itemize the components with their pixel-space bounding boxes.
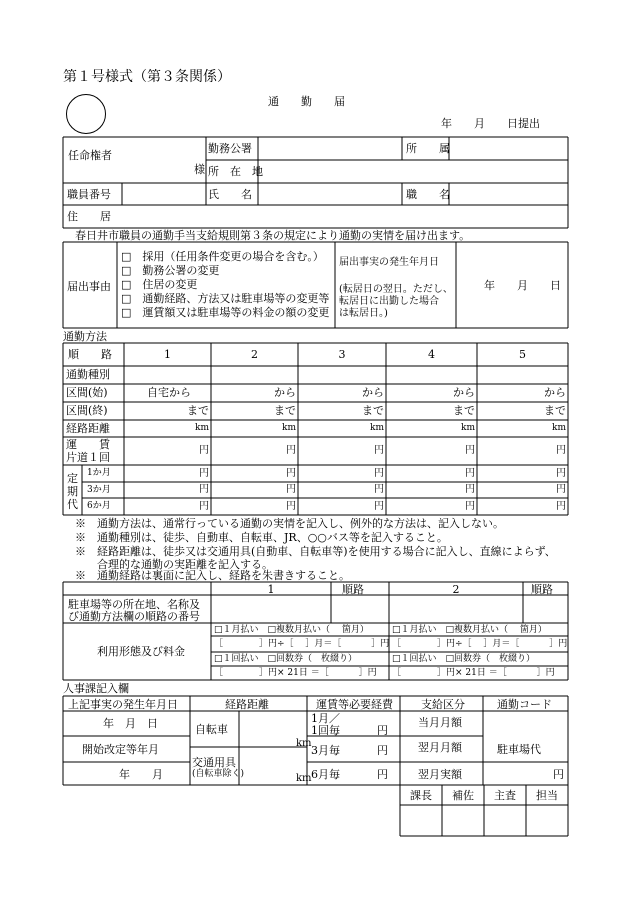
parking-order-label: 順路	[531, 583, 553, 596]
parking-location-label: 駐車場等の所在地、名称及	[68, 598, 200, 611]
reason-date-note: は転居日。)	[339, 308, 388, 319]
parking-per-use-options[interactable]: □１回払い □回数券（ 枚綴り）	[214, 654, 358, 664]
distance-cell[interactable]: km	[552, 423, 566, 433]
end-label: 区間(終)	[66, 404, 108, 417]
hr-fare-3m: 3月毎	[311, 744, 340, 757]
end-cell[interactable]: まで	[187, 404, 209, 417]
hr-fare-1m: 1回毎	[311, 724, 340, 737]
staff-number-label: 職員番号	[67, 188, 111, 201]
seal-circle	[66, 94, 106, 134]
distance-cell[interactable]: km	[370, 423, 384, 433]
address-label: 住 居	[67, 210, 111, 223]
location-label: 所 在 地	[208, 165, 263, 178]
pass-period: 1か月	[87, 468, 111, 478]
fare-cell[interactable]: 円	[556, 445, 566, 456]
hr-next-month: 翌月月額	[418, 741, 462, 754]
note-line: ※ 通勤経路は裏面に記入し、経路を朱書きすること。	[75, 569, 350, 582]
route-label: 順 路	[68, 348, 112, 361]
hr-fare-6m: 6月毎	[311, 768, 340, 781]
reason-label: 届出事由	[67, 280, 111, 293]
reason-option[interactable]: □ 採用（任用条件変更の場合を含む。）	[121, 250, 324, 263]
hr-vehicle-label: 交通用具	[192, 756, 236, 769]
reason-option[interactable]: □ 住居の変更	[121, 278, 198, 291]
pass-cell[interactable]: 円	[286, 484, 296, 495]
fare-cell[interactable]: 円	[374, 445, 384, 456]
hr-section-label: 人事課記入欄	[63, 682, 129, 695]
pass-cell[interactable]: 円	[374, 468, 384, 479]
declaration-text: 春日井市職員の通勤手当支給規則第３条の規定により通勤の実情を届け出ます。	[75, 229, 471, 242]
reason-date-note: 転居日に出勤した場合	[339, 296, 439, 307]
hr-parking-fee: 駐車場代	[497, 743, 541, 756]
pass-cell[interactable]: 円	[556, 468, 566, 479]
hr-vehicle-label: (自転車除く)	[192, 769, 245, 779]
route-number: 3	[338, 348, 346, 361]
hr-yen-unit: 円	[377, 724, 388, 737]
hr-fare-1m: 1月／	[311, 712, 340, 725]
parking-per-use-calc[interactable]: ［ ］円× 21日 ＝［ ］円	[392, 668, 555, 678]
start-cell[interactable]: から	[544, 386, 566, 399]
sama-label: 様	[194, 163, 205, 176]
note-line: 合理的な通勤の実距離を記入する。	[75, 558, 273, 571]
pass-label: 代	[67, 498, 78, 511]
pass-cell[interactable]: 円	[374, 501, 384, 512]
parking-col-number: 2	[452, 583, 460, 596]
position-label: 職 名	[406, 188, 450, 201]
parking-monthly-options[interactable]: □１月払い □複数月払い（ 箇月）	[214, 625, 369, 635]
pass-cell[interactable]: 円	[199, 484, 209, 495]
pass-cell[interactable]: 円	[556, 484, 566, 495]
route-number: 1	[164, 348, 171, 361]
parking-order-label: 順路	[342, 583, 364, 596]
fare-cell[interactable]: 円	[286, 445, 296, 456]
start-cell[interactable]: から	[453, 386, 475, 399]
hr-next-actual: 翌月実額	[418, 768, 462, 781]
form-title: 通 勤 届	[268, 95, 345, 108]
hr-this-month: 当月月額	[418, 716, 462, 729]
pass-cell[interactable]: 円	[465, 484, 475, 495]
distance-cell[interactable]: km	[195, 423, 209, 433]
hr-bicycle-label: 自転車	[195, 723, 228, 736]
fare-label: 片道１回	[66, 451, 110, 464]
end-cell[interactable]: まで	[453, 404, 475, 417]
hr-date-value[interactable]: 年 月 日	[103, 717, 158, 730]
pass-cell[interactable]: 円	[199, 468, 209, 479]
submission-date[interactable]: 年 月 日提出	[441, 117, 540, 130]
note-line: ※ 通勤方法は、通常行っている通勤の実情を記入し、例外的な方法は、記入しない。	[75, 517, 504, 530]
pass-cell[interactable]: 円	[199, 501, 209, 512]
hr-code-col: 通勤コード	[497, 698, 552, 711]
pass-cell[interactable]: 円	[556, 501, 566, 512]
hr-yen-unit: 円	[377, 768, 388, 781]
start-label: 区間(始)	[66, 386, 108, 399]
hr-start-date-label: 開始改定等年月	[82, 743, 159, 756]
name-label: 氏 名	[208, 188, 252, 201]
department-label: 所 属	[406, 142, 450, 155]
note-line: ※ 通勤種別は、徒歩、自動車、自転車、JR、○○バス等を記入すること。	[75, 531, 448, 544]
hr-payment-col: 支給区分	[421, 698, 465, 711]
parking-col-number: 1	[267, 583, 275, 596]
distance-label: 経路距離	[66, 422, 110, 435]
parking-monthly-options[interactable]: □１月払い □複数月払い（ 箇月）	[392, 625, 547, 635]
pass-period: 6か月	[87, 501, 111, 511]
approval-stamp-label: 補佐	[452, 789, 474, 802]
reason-date-value[interactable]: 年 月 日	[484, 279, 561, 292]
reason-date-note: (転居日の翌日。ただし、	[339, 284, 453, 295]
pass-period: 3か月	[87, 485, 111, 495]
hr-distance-col: 経路距離	[225, 698, 269, 711]
pass-cell[interactable]: 円	[465, 468, 475, 479]
route-number: 5	[519, 348, 526, 361]
pass-label: 期	[67, 485, 78, 498]
end-cell[interactable]: まで	[544, 404, 566, 417]
approval-stamp-label: 担当	[536, 789, 558, 802]
start-cell[interactable]: 自宅から	[147, 386, 191, 399]
commute-section-label: 通勤方法	[63, 330, 107, 343]
distance-cell[interactable]: km	[461, 423, 475, 433]
hr-yen-unit: 円	[377, 744, 388, 757]
parking-monthly-calc[interactable]: ［ ］円÷［ ］月＝［ ］円	[214, 639, 390, 649]
pass-label: 定	[67, 472, 78, 485]
reason-option[interactable]: □ 勤務公署の変更	[121, 264, 220, 277]
parking-monthly-calc[interactable]: ［ ］円÷［ ］月＝［ ］円	[392, 639, 568, 649]
form-number: 第１号様式（第３条関係）	[63, 69, 231, 85]
hr-km-unit: km	[296, 738, 312, 749]
parking-usage-label: 利用形態及び料金	[97, 645, 185, 658]
reason-option[interactable]: □ 通勤経路、方法又は駐車場等の変更等	[121, 292, 330, 305]
start-cell[interactable]: から	[362, 386, 384, 399]
appointing-authority-label: 任命権者	[68, 149, 112, 162]
hr-date-col: 上記事実の発生年月日	[68, 698, 178, 711]
end-cell[interactable]: まで	[362, 404, 384, 417]
pass-cell[interactable]: 円	[374, 484, 384, 495]
distance-cell[interactable]: km	[282, 423, 296, 433]
hr-yen-unit: 円	[553, 768, 564, 781]
note-line: ※ 経路距離は、徒歩又は交通用具(自動車、自転車等)を使用する場合に記入し、直線によらず、	[75, 545, 556, 558]
approval-stamp-label: 主査	[494, 789, 516, 802]
office-label: 勤務公署	[208, 142, 252, 155]
end-cell[interactable]: まで	[274, 404, 296, 417]
fare-label: 運 賃	[66, 438, 110, 451]
reason-option[interactable]: □ 運賃額又は駐車場等の料金の額の変更	[121, 306, 330, 319]
pass-cell[interactable]: 円	[465, 501, 475, 512]
parking-per-use-options[interactable]: □１回払い □回数券（ 枚綴り）	[392, 654, 536, 664]
parking-per-use-calc[interactable]: ［ ］円× 21日 ＝［ ］円	[214, 668, 377, 678]
pass-cell[interactable]: 円	[286, 468, 296, 479]
pass-cell[interactable]: 円	[286, 501, 296, 512]
route-number: 2	[251, 348, 258, 361]
hr-start-date-value[interactable]: 年 月	[119, 768, 163, 781]
approval-stamp-label: 課長	[410, 789, 432, 802]
route-number: 4	[428, 348, 435, 361]
hr-km-unit: km	[296, 773, 312, 784]
start-cell[interactable]: から	[274, 386, 296, 399]
fare-cell[interactable]: 円	[465, 445, 475, 456]
hr-fare-col: 運賃等必要経費	[316, 698, 393, 711]
parking-location-label: び通勤方法欄の順路の番号	[68, 610, 200, 623]
reason-date-label: 届出事実の発生年月日	[339, 257, 439, 268]
type-label: 通勤種別	[66, 368, 110, 381]
fare-cell[interactable]: 円	[199, 445, 209, 456]
